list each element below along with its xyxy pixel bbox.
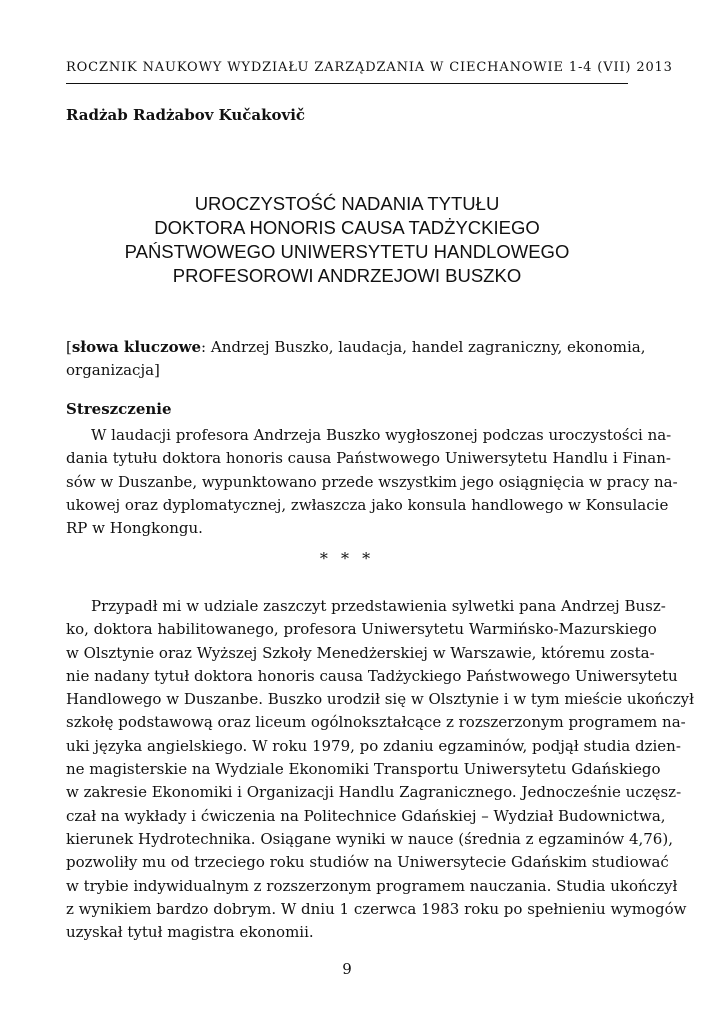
title-line: PROFESOROWI ANDRZEJOWI BUSZKO (172, 265, 522, 286)
page-number: 9 (342, 960, 352, 978)
abstract-heading: Streszczenie (66, 400, 172, 418)
keywords-list: : Andrzej Buszko, laudacja, handel zagraniczny, ekonomia, (201, 338, 646, 356)
article-title (66, 192, 628, 288)
abstract-line: RP w Hongkongu. (66, 519, 203, 538)
body-line: ne magisterskie na Wydziale Ekonomiki Transportu Uniwersytetu Gdańskiego (66, 760, 661, 779)
abstract-line: dania tytułu doktora honoris causa Państwowego Uniwersytetu Handlu i Finan- (66, 449, 671, 468)
body-line: ko, doktora habilitowanego, profesora Uniwersytetu Warmińsko-Mazurskiego (66, 620, 657, 639)
title-line: PAŃSTWOWEGO UNIWERSYTETU HANDLOWEGO (124, 241, 570, 262)
body-line: Przypadł mi w udziale zaszczyt przedstawienia sylwetki pana Andrzej Busz- (91, 597, 666, 615)
keywords-line (66, 336, 646, 359)
body-line: nie nadany tytuł doktora honoris causa Tadżyckiego Państwowego Uniwersytetu (66, 666, 678, 685)
title-line: UROCZYSTOŚĆ NADANIA TYTUŁU (194, 193, 500, 214)
body-line: kierunek Hydrotechnika. Osiągane wyniki w nauce (średnia z egzaminów 4,76), (66, 829, 673, 848)
body-line: Handlowego w Duszanbe. Buszko urodził się w Olsztynie i w tym mieście ukończył (66, 690, 694, 709)
header-rule (66, 83, 628, 84)
body-line: uzyskał tytuł magistra ekonomii. (66, 923, 314, 942)
keywords (66, 336, 646, 383)
body-line: pozwoliły mu od trzeciego roku studiów na Uniwersytecie Gdańskim studiować (66, 853, 669, 872)
body-line: uki języka angielskiego. W roku 1979, po zdaniu egzaminów, podjął studia dzien- (66, 736, 681, 755)
body-line: czał na wykłady i ćwiczenia na Politechnice Gdańskiej – Wydział Budownictwa, (66, 806, 666, 825)
title-line: DOKTORA HONORIS CAUSA TADŻYCKIEGO (154, 217, 540, 238)
body-line: z wynikiem bardzo dobrym. W dniu 1 czerwca 1983 roku po spełnieniu wymogów (66, 899, 687, 918)
body-line: w Olsztynie oraz Wyższej Szkoły Menedżerskiej w Warszawie, któremu zosta- (66, 643, 655, 662)
abstract-text (66, 424, 678, 540)
abstract-line: ukowej oraz dyplomatycznej, zwłaszcza jako konsula handlowego w Konsulacie (66, 495, 669, 514)
running-head: ROCZNIK NAUKOWY WYDZIAŁU ZARZĄDZANIA W CIECHANOWIE 1-4 (VII) 2013 (66, 60, 673, 75)
keywords-label: słowa kluczowe (71, 338, 202, 356)
abstract-line: W laudacji profesora Andrzeja Buszko wygłoszonej podczas uroczystości na- (91, 426, 672, 444)
body-line: w zakresie Ekonomiki i Organizacji Handlu Zagranicznego. Jednocześnie uczęsz- (66, 783, 682, 802)
body-line: w trybie indywidualnym z rozszerzonym programem nauczania. Studia ukończył (66, 876, 678, 895)
keywords-bracket: [ (66, 338, 72, 356)
keywords-line: organizacja] (66, 361, 160, 380)
author-name: Radżab Radżabov Kučakovič (66, 106, 306, 124)
body-text (66, 595, 694, 944)
section-separator: * * * (319, 549, 375, 568)
abstract-line: sów w Duszanbe, wypunktowano przede wszystkim jego osiągnięcia w pracy na- (66, 472, 678, 491)
body-line: szkołę podstawową oraz liceum ogólnokształcące z rozszerzonym programem na- (66, 713, 686, 732)
